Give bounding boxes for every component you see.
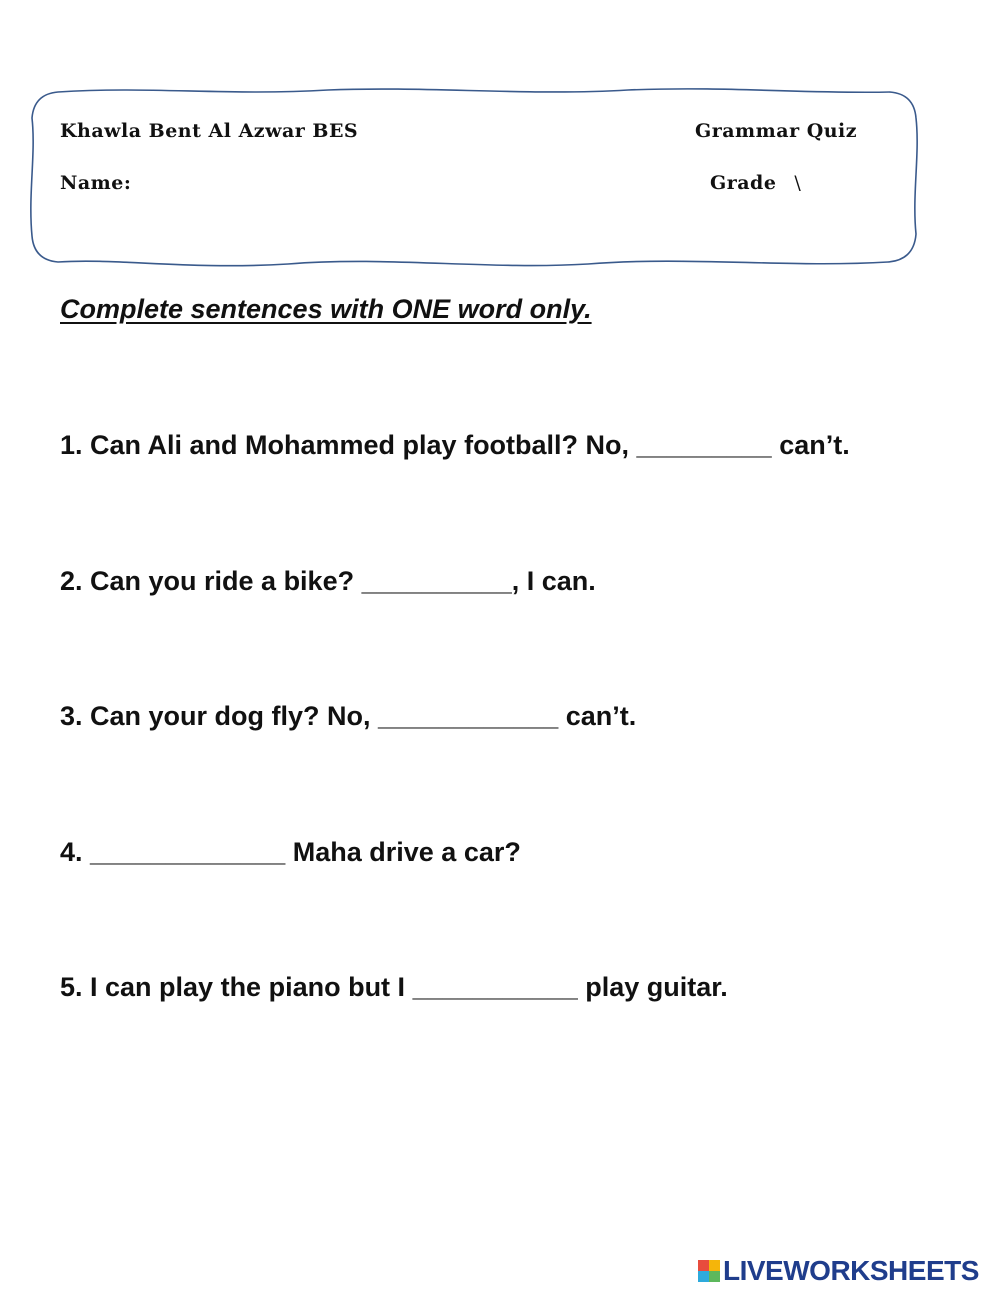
liveworksheets-brand[interactable] — [698, 1256, 979, 1286]
logo-tile-icon — [709, 1260, 720, 1271]
question-4 — [60, 837, 521, 868]
question-text: 3. Can your dog fly? No, — [60, 701, 379, 731]
school-name: Khawla Bent Al Azwar BES — [60, 120, 359, 142]
logo-tile-icon — [709, 1271, 720, 1282]
quiz-title: Grammar Quiz — [695, 120, 858, 142]
logo-tile-icon — [698, 1260, 709, 1271]
question-text: 4. — [60, 837, 91, 867]
question-3 — [60, 701, 636, 732]
brand-name: LIVEWORKSHEETS — [723, 1255, 979, 1286]
answer-blank[interactable]: _________ — [636, 430, 772, 460]
answer-blank[interactable]: ___________ — [412, 972, 578, 1002]
question-text: , I can. — [511, 566, 596, 596]
grade-field — [710, 172, 801, 194]
header-box — [28, 84, 920, 270]
grade-separator: \ — [794, 172, 802, 194]
question-text: can’t. — [558, 701, 637, 731]
question-2 — [60, 566, 596, 597]
name-label: Name: — [60, 172, 132, 194]
grade-label: Grade — [710, 172, 777, 194]
answer-blank[interactable]: ____________ — [378, 701, 559, 731]
question-text: Maha drive a car? — [285, 837, 521, 867]
logo-tile-icon — [698, 1271, 709, 1282]
question-text: 5. I can play the piano but I — [60, 972, 413, 1002]
answer-blank[interactable]: __________ — [361, 566, 512, 596]
question-1 — [60, 430, 850, 461]
question-5 — [60, 972, 728, 1003]
answer-blank[interactable]: _____________ — [90, 837, 286, 867]
question-text: 2. Can you ride a bike? — [60, 566, 362, 596]
question-text: can’t. — [771, 430, 850, 460]
liveworksheets-logo-icon — [698, 1260, 720, 1282]
instruction: Complete sentences with ONE word only. — [60, 294, 592, 324]
question-text: play guitar. — [577, 972, 728, 1002]
question-text: 1. Can Ali and Mohammed play football? No, — [60, 430, 637, 460]
